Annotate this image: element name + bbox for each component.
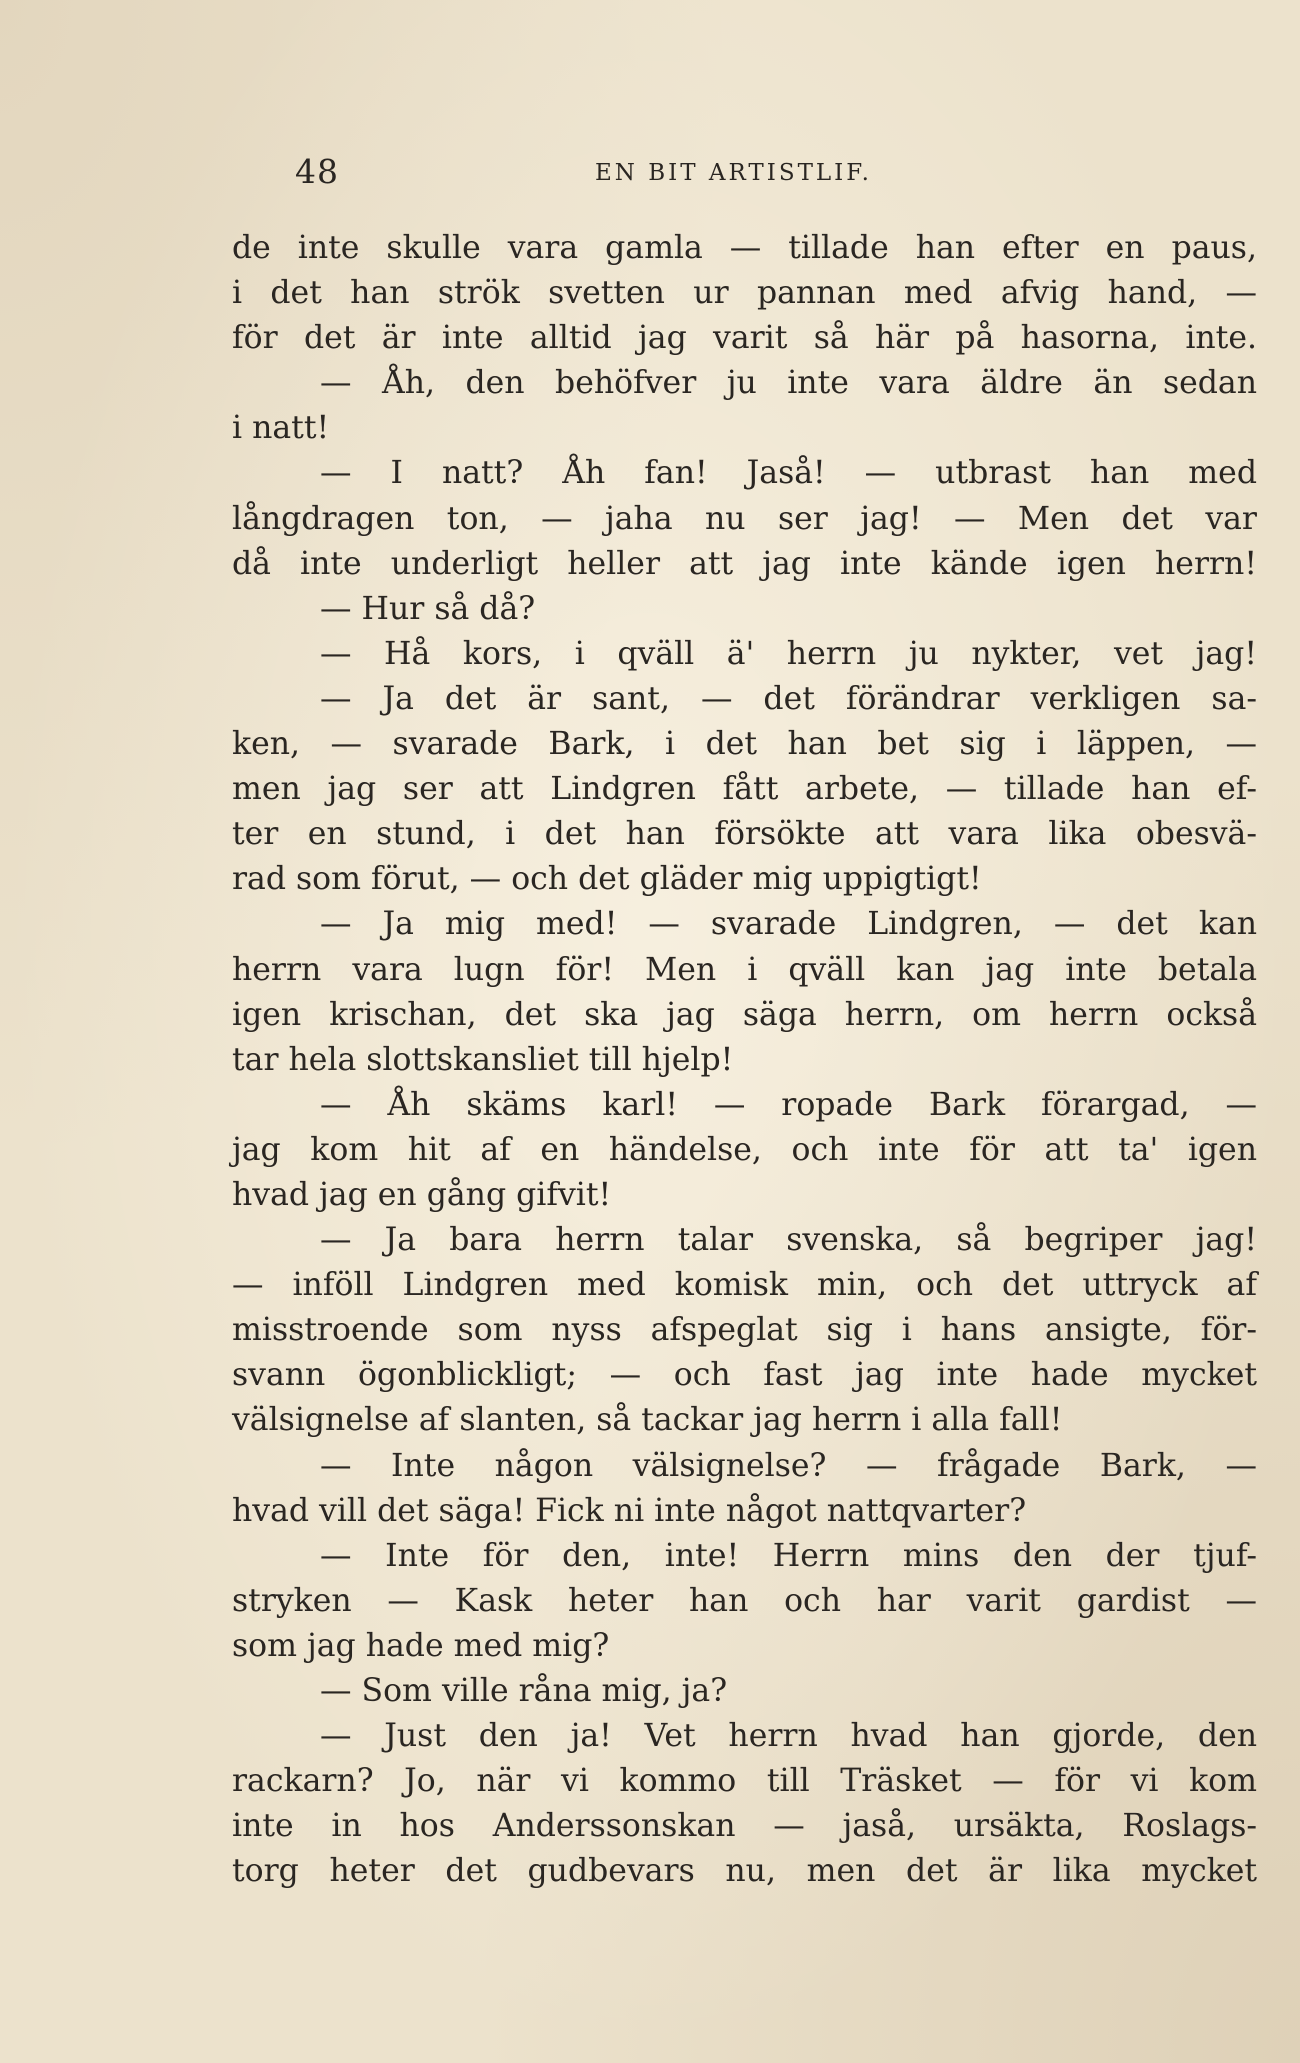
text-line: — Ja bara herrn talar svenska, så begriper jag! (320, 1222, 1257, 1259)
text-line: — Åh skäms karl! — ropade Bark förargad, — (320, 1086, 1257, 1123)
text-line: jag kom hit af en händelse, och inte för att ta' igen (232, 1131, 1257, 1168)
text-line: — Ja det är sant, — det förändrar verkligen sa- (320, 680, 1257, 717)
text-line: men jag ser att Lindgren fått arbete, — tillade han ef- (232, 771, 1257, 808)
text-line: för det är inte alltid jag varit så här på hasorna, inte. (232, 320, 1257, 357)
text-line: — I natt? Åh fan! Jaså! — utbrast han med (320, 455, 1257, 492)
text-line: långdragen ton, — jaha nu ser jag! — Men det var (232, 500, 1257, 537)
text-line: inte in hos Anderssonskan — jaså, ursäkta, Roslags- (232, 1808, 1257, 1845)
text-line: — Ja mig med! — svarade Lindgren, — det kan (320, 906, 1257, 943)
text-line: ken, — svarade Bark, i det han bet sig i läppen, — (232, 726, 1257, 763)
text-line: igen krischan, det ska jag säga herrn, om herrn också (232, 996, 1257, 1033)
text-line: — Hå kors, i qväll ä' herrn ju nykter, vet jag! (320, 635, 1257, 672)
text-line: — Inte för den, inte! Herrn mins den der tjuf- (320, 1537, 1257, 1574)
text-line: svann ögonblickligt; — och fast jag inte hade mycket (232, 1357, 1257, 1394)
text-line: rad som förut, — och det gläder mig uppigtigt! (232, 861, 982, 898)
page-number: 48 (295, 152, 339, 191)
text-line: hvad jag en gång gifvit! (232, 1176, 612, 1213)
text-line: — Just den ja! Vet herrn hvad han gjorde, den (320, 1718, 1257, 1755)
text-line: torg heter det gudbevars nu, men det är lika mycket (232, 1853, 1257, 1890)
text-line: — Inte någon välsignelse? — frågade Bark, — (320, 1447, 1257, 1484)
body-text (232, 226, 1257, 1894)
text-line: ter en stund, i det han försökte att vara lika obesvä- (232, 816, 1257, 853)
text-line: — inföll Lindgren med komisk min, och det uttryck af (232, 1267, 1257, 1304)
text-line: herrn vara lugn för! Men i qväll kan jag inte betala (232, 951, 1257, 988)
text-line: som jag hade med mig? (232, 1627, 610, 1664)
text-line: välsignelse af slanten, så tackar jag herrn i alla fall! (232, 1402, 1063, 1439)
text-line: misstroende som nyss afspeglat sig i hans ansigte, för- (232, 1312, 1257, 1349)
text-line: i natt! (232, 410, 330, 447)
running-head (295, 152, 1255, 198)
text-line: tar hela slottskansliet till hjelp! (232, 1041, 734, 1078)
text-line: — Som ville råna mig, ja? (320, 1673, 728, 1709)
text-line: stryken — Kask heter han och har varit gardist — (232, 1582, 1257, 1619)
text-line: hvad vill det säga! Fick ni inte något nattqvarter? (232, 1492, 1027, 1529)
text-line: i det han strök svetten ur pannan med afvig hand, — (232, 275, 1257, 312)
text-line: rackarn? Jo, när vi kommo till Träsket — för vi kom (232, 1763, 1257, 1800)
running-title: EN BIT ARTISTLIF. (595, 160, 872, 186)
text-line: — Åh, den behöfver ju inte vara äldre än sedan (320, 365, 1257, 402)
text-line: de inte skulle vara gamla — tillade han efter en paus, (232, 230, 1257, 266)
text-line: — Hur så då? (320, 590, 536, 627)
text-line: då inte underligt heller att jag inte kände igen herrn! (232, 545, 1257, 582)
